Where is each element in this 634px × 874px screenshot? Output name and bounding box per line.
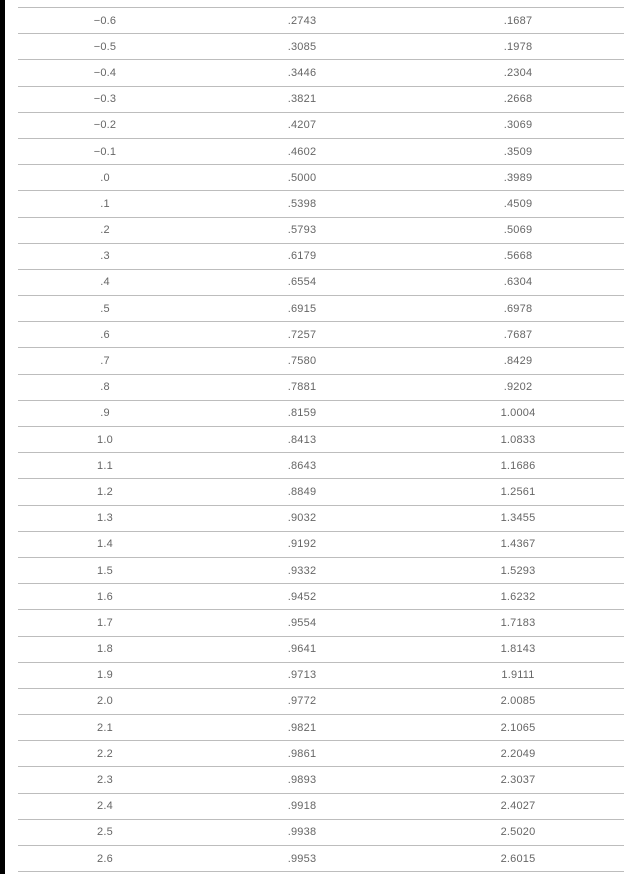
cell-col-1: .8 <box>100 381 110 394</box>
table-row <box>18 348 624 374</box>
table-row <box>18 610 624 636</box>
cell-col-2: .2743 <box>287 14 317 27</box>
table-row <box>18 269 624 295</box>
table-row <box>18 60 624 86</box>
cell-col-2: .9953 <box>287 852 317 865</box>
cell-col-1: 1.6 <box>97 590 113 603</box>
table-row <box>18 138 624 164</box>
cell-col-2: .3821 <box>287 93 317 106</box>
cell-col-1: .2 <box>100 224 110 237</box>
cell-col-2: .5793 <box>287 224 317 237</box>
cell-col-1: −0.2 <box>93 119 117 132</box>
cell-col-1: .7 <box>100 355 110 368</box>
cell-col-1: −0.6 <box>93 14 117 27</box>
table-row <box>18 427 624 453</box>
cell-col-3: 2.0085 <box>500 695 536 708</box>
cell-col-3: 1.0004 <box>500 407 536 420</box>
cell-col-1: −0.3 <box>93 93 117 106</box>
cell-col-2: .6554 <box>287 276 317 289</box>
cell-col-3: .2668 <box>503 93 533 106</box>
cell-col-2: .9641 <box>287 643 317 656</box>
cell-col-3: .9202 <box>503 381 533 394</box>
cell-col-2: .6915 <box>287 302 317 315</box>
table-row <box>18 374 624 400</box>
cell-col-3: .5069 <box>503 224 533 237</box>
cell-col-1: 2.4 <box>97 800 113 813</box>
left-edge-bar <box>0 0 5 874</box>
table-row <box>18 636 624 662</box>
cell-col-3: 1.6232 <box>500 590 536 603</box>
table-row <box>18 819 624 845</box>
cell-col-3: 1.1686 <box>500 459 536 472</box>
cell-col-1: 2.3 <box>97 774 113 787</box>
cell-col-3: .3989 <box>503 171 533 184</box>
cell-col-3: 1.8143 <box>500 643 536 656</box>
cell-col-3: 1.3455 <box>500 512 536 525</box>
table-row <box>18 688 624 714</box>
cell-col-3: 1.4367 <box>500 538 536 551</box>
table-row <box>18 8 624 34</box>
cell-col-3: .2304 <box>503 66 533 79</box>
table-row <box>18 322 624 348</box>
cell-col-2: .8413 <box>287 433 317 446</box>
cell-col-3: .8429 <box>503 355 533 368</box>
table-row <box>18 34 624 60</box>
cell-col-2: .8849 <box>287 485 317 498</box>
cell-col-1: −0.1 <box>93 145 117 158</box>
table-row <box>18 453 624 479</box>
cell-col-1: .1 <box>100 197 110 210</box>
table-row <box>18 86 624 112</box>
cell-col-1: .9 <box>100 407 110 420</box>
table-row <box>18 846 624 872</box>
cell-col-2: .7881 <box>287 381 317 394</box>
data-table-container <box>18 7 624 872</box>
cell-col-3: .4509 <box>503 197 533 210</box>
cell-col-2: .9554 <box>287 616 317 629</box>
table-row <box>18 741 624 767</box>
cell-col-1: .3 <box>100 250 110 263</box>
cell-col-3: 1.2561 <box>500 485 536 498</box>
cell-col-1: 1.1 <box>97 459 113 472</box>
cell-col-2: .9918 <box>287 800 317 813</box>
cell-col-3: .3509 <box>503 145 533 158</box>
cell-col-2: .9861 <box>287 747 317 760</box>
cell-col-3: .3069 <box>503 119 533 132</box>
table-row <box>18 191 624 217</box>
cell-col-1: 1.5 <box>97 564 113 577</box>
data-table <box>18 7 624 872</box>
cell-col-2: .9821 <box>287 721 317 734</box>
cell-col-1: 1.7 <box>97 616 113 629</box>
table-row <box>18 505 624 531</box>
table-row <box>18 400 624 426</box>
table-body <box>18 8 624 872</box>
cell-col-2: .7580 <box>287 355 317 368</box>
cell-col-1: .6 <box>100 328 110 341</box>
cell-col-3: 2.1065 <box>500 721 536 734</box>
cell-col-3: 1.5293 <box>500 564 536 577</box>
table-row <box>18 296 624 322</box>
cell-col-3: 1.0833 <box>500 433 536 446</box>
cell-col-2: .5398 <box>287 197 317 210</box>
cell-col-2: .9032 <box>287 512 317 525</box>
cell-col-1: 1.8 <box>97 643 113 656</box>
cell-col-1: .5 <box>100 302 110 315</box>
cell-col-3: 2.2049 <box>500 747 536 760</box>
cell-col-3: 1.7183 <box>500 616 536 629</box>
cell-col-2: .9192 <box>287 538 317 551</box>
table-row <box>18 584 624 610</box>
table-row <box>18 557 624 583</box>
cell-col-2: .9893 <box>287 774 317 787</box>
cell-col-1: 1.9 <box>97 669 113 682</box>
cell-col-3: .6978 <box>503 302 533 315</box>
table-row <box>18 165 624 191</box>
table-row <box>18 243 624 269</box>
cell-col-2: .7257 <box>287 328 317 341</box>
cell-col-1: 2.5 <box>97 826 113 839</box>
cell-col-2: .9772 <box>287 695 317 708</box>
cell-col-1: .0 <box>100 171 110 184</box>
cell-col-3: 1.9111 <box>501 669 535 682</box>
cell-col-1: .4 <box>100 276 110 289</box>
cell-col-2: .4207 <box>287 119 317 132</box>
cell-col-2: .6179 <box>287 250 317 263</box>
table-row <box>18 531 624 557</box>
cell-col-2: .5000 <box>287 171 317 184</box>
cell-col-2: .9713 <box>287 669 317 682</box>
table-row <box>18 793 624 819</box>
cell-col-2: .3085 <box>287 40 317 53</box>
table-row <box>18 662 624 688</box>
cell-col-3: 2.6015 <box>500 852 536 865</box>
cell-col-3: 2.4027 <box>500 800 536 813</box>
cell-col-1: 2.0 <box>97 695 113 708</box>
cell-col-2: .3446 <box>287 66 317 79</box>
table-row <box>18 112 624 138</box>
cell-col-1: 2.6 <box>97 852 113 865</box>
cell-col-1: 1.2 <box>97 485 113 498</box>
cell-col-3: .7687 <box>503 328 533 341</box>
table-row <box>18 715 624 741</box>
cell-col-2: .8643 <box>287 459 317 472</box>
cell-col-1: 1.4 <box>97 538 113 551</box>
cell-col-3: 2.5020 <box>500 826 536 839</box>
table-row <box>18 479 624 505</box>
cell-col-2: .9452 <box>287 590 317 603</box>
cell-col-3: .1687 <box>503 14 533 27</box>
cell-col-1: −0.4 <box>93 66 117 79</box>
cell-col-1: 2.1 <box>97 721 113 734</box>
cell-col-3: 2.3037 <box>500 774 536 787</box>
cell-col-2: .8159 <box>287 407 317 420</box>
cell-col-3: .1978 <box>503 40 533 53</box>
cell-col-2: .9332 <box>287 564 317 577</box>
table-row <box>18 217 624 243</box>
cell-col-1: 1.0 <box>97 433 113 446</box>
cell-col-2: .4602 <box>287 145 317 158</box>
cell-col-1: 1.3 <box>97 512 113 525</box>
cell-col-3: .5668 <box>503 250 533 263</box>
cell-col-3: .6304 <box>503 276 533 289</box>
cell-col-1: −0.5 <box>93 40 117 53</box>
cell-col-1: 2.2 <box>97 747 113 760</box>
cell-col-2: .9938 <box>287 826 317 839</box>
table-row <box>18 767 624 793</box>
